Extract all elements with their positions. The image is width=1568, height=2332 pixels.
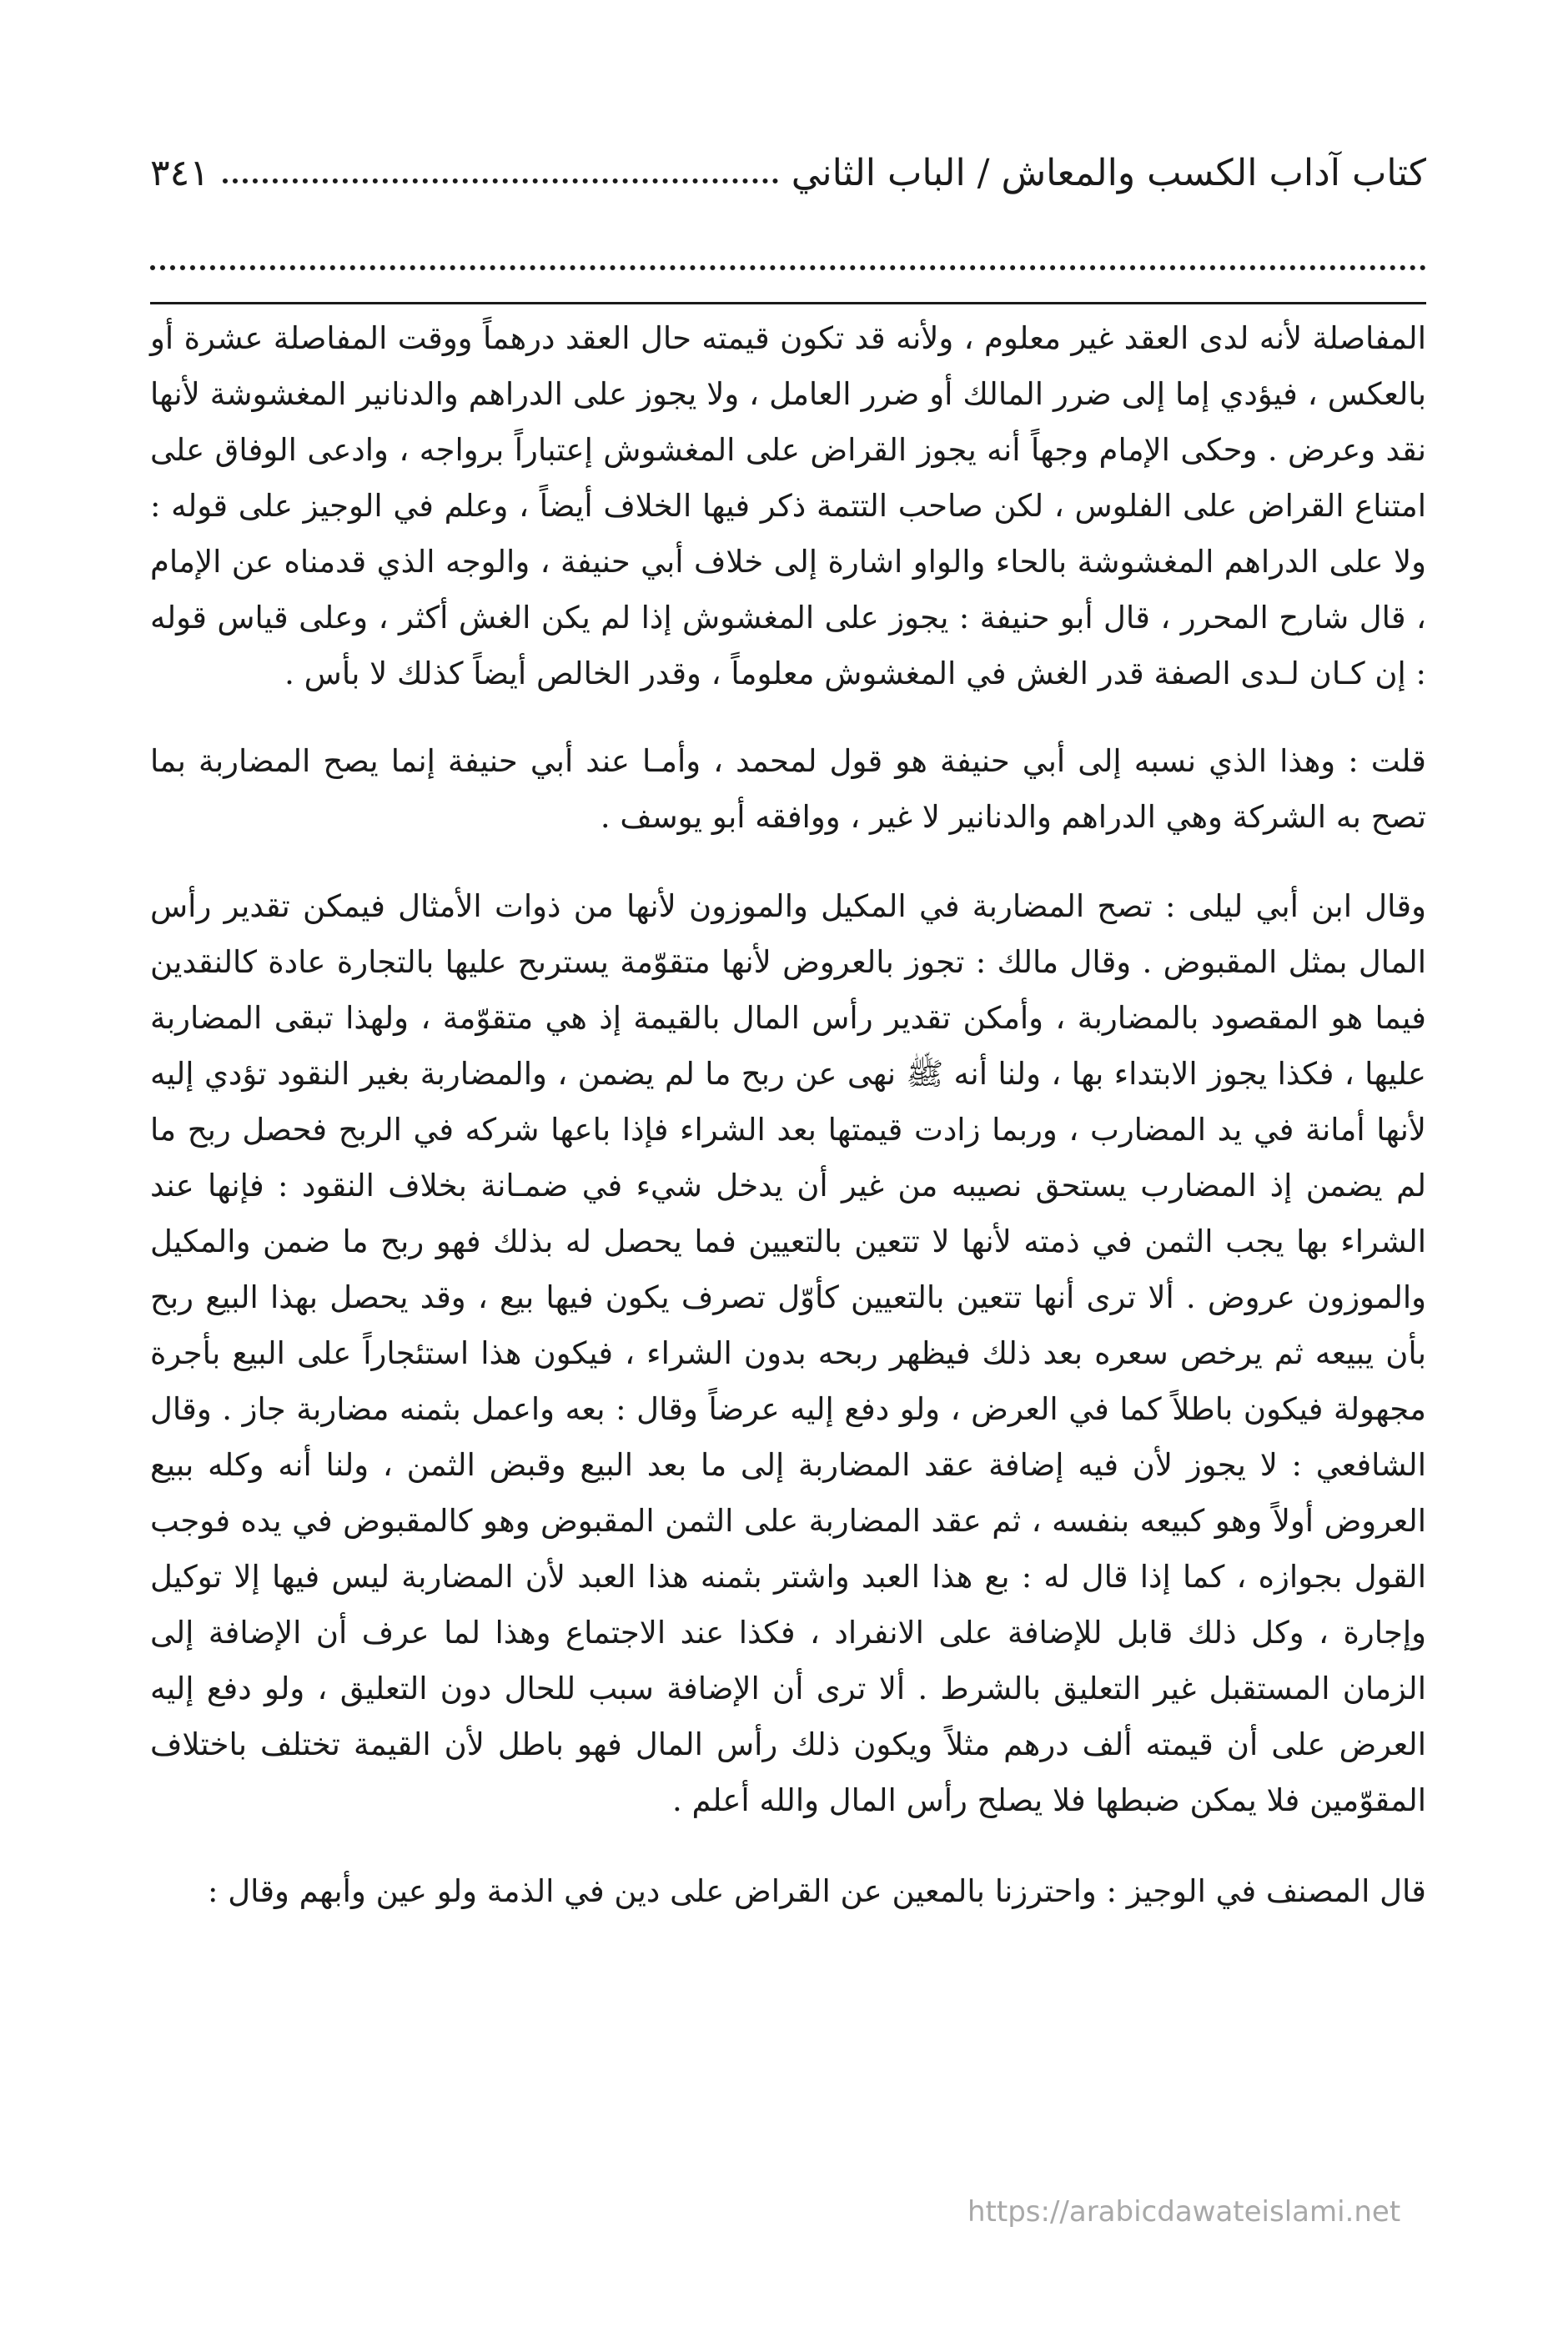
body-text <box>150 310 1426 1919</box>
header-dot-leader <box>223 178 778 183</box>
paragraph-2: قلت : وهذا الذي نسبه إلى أبي حنيفة هو قول لمحمد ، وأمـا عند أبي حنيفة إنما يصح المضاربة بما تصح به الشركة وهي الدراهم والدنانير لا غير ، ووافقه أبو يوسف . <box>150 743 1426 835</box>
watermark-url: https://arabicdawateislami.net <box>967 2195 1401 2229</box>
dotted-separator <box>150 265 1426 270</box>
paragraph-4: قال المصنف في الوجيز : واحترزنا بالمعين عن القراض على دين في الذمة ولو عين وأبهم وقال : <box>207 1873 1426 1909</box>
paragraph-3: وقال ابن أبي ليلى : تصح المضاربة في المكيل والموزون لأنها من ذوات الأمثال فيمكن تقدير رأس المال بمثل المقبوض . وقال مالك : تجوز بالعروض لأنها متقوّمة يسترىح عليها بالتجارة عادة كالنقدين فيما هو المقصود بالمضاربة ، وأمكن تقدير رأس المال بالقيمة إذ هي متقوّمة ، ولهذا تبقى المضاربة عليها ، فكذا يجوز الابتداء بها ، ولنا أنه ﷺ نهى عن ربح ما لم يضمن ، والمضاربة بغير النقود تؤدي إليه لأنها أمانة في يد المضارب ، وربما زادت قيمتها بعد الشراء فإذا باعها شركه في الربح فحصل ربح ما لم يضمن إذ المضارب يستحق نصيبه من غير أن يدخل شيء في ضمـانة بخلاف النقود : فإنها عند الشراء بها يجب الثمن في ذمته لأنها لا تتعين بالتعيين فما يحصل له بذلك فهو ربح ما ضمن والمكيل والموزون عروض . ألا ترى أنها تتعين بالتعيين كأوّل تصرف يكون فيها بيع ، وقد يحصل بهذا البيع ربح بأن يبيعه ثم يرخص سعره بعد ذلك فيظهر ربحه بدون الشراء ، فيكون هذا استئجاراً على البيع بأجرة مجهولة فيكون باطلاً كما في العرض ، ولو دفع إليه عرضاً وقال : بعه واعمل بثمنه مضاربة جاز . وقال الشافعي : لا يجوز لأن فيه إضافة عقد المضاربة إلى ما بعد البيع وقبض الثمن ، ولنا أنه وكله ببيع العروض أولاً وهو كبيعه بنفسه ، ثم عقد المضاربة على الثمن المقبوض وهو كالمقبوض في يده فوجب القول بجوازه ، كما إذا قال له : بع هذا العبد واشتر بثمنه هذا العبد لأن المضاربة ليس فيها إلا توكيل وإجارة ، وكل ذلك قابل للإضافة على الانفراد ، فكذا عند الاجتماع وهذا لما عرف أن الإضافة إلى الزمان المستقبل غير التعليق بالشرط . ألا ترى أن الإضافة سبب للحال دون التعليق ، ولو دفع إليه العرض على أن قيمته ألف درهم مثلاً ويكون ذلك رأس المال فهو باطل لأن القيمة تختلف باختلاف المقوّمين فلا يمكن ضبطها فلا يصلح رأس المال والله أعلم . <box>150 888 1426 1818</box>
paragraph-1: المفاصلة لأنه لدى العقد غير معلوم ، ولأنه قد تكون قيمته حال العقد درهماً ووقت المفاصلة عشرة أو بالعكس ، فيؤدي إما إلى ضرر المالك أو ضرر العامل ، ولا يجوز على الدراهم والدنانير المغشوشة لأنها نقد وعرض . وحكى الإمام وجهاً أنه يجوز القراض على المغشوش إعتباراً برواجه ، وادعى الوفاق على امتناع القراض على الفلوس ، لكن صاحب التتمة ذكر فيها الخلاف أيضاً ، وعلم في الوجيز على قوله : ولا على الدراهم المغشوشة بالحاء والواو اشارة إلى خلاف أبي حنيفة ، والوجه الذي قدمناه عن الإمام ، قال شارح المحرر ، قال أبو حنيفة : يجوز على المغشوش إذا لم يكن الغش أكثر ، وعلى قياس قوله : إن كـان لـدى الصفة قدر الغش في المغشوش معلوماً ، وقدر الخالص أيضاً كذلك لا بأس . <box>150 320 1426 691</box>
running-header <box>150 133 1426 192</box>
header-title: كتاب آداب الكسب والمعاش / الباب الثاني <box>791 152 1426 194</box>
solid-separator <box>150 302 1426 304</box>
page-number: ٣٤١ <box>150 152 209 194</box>
